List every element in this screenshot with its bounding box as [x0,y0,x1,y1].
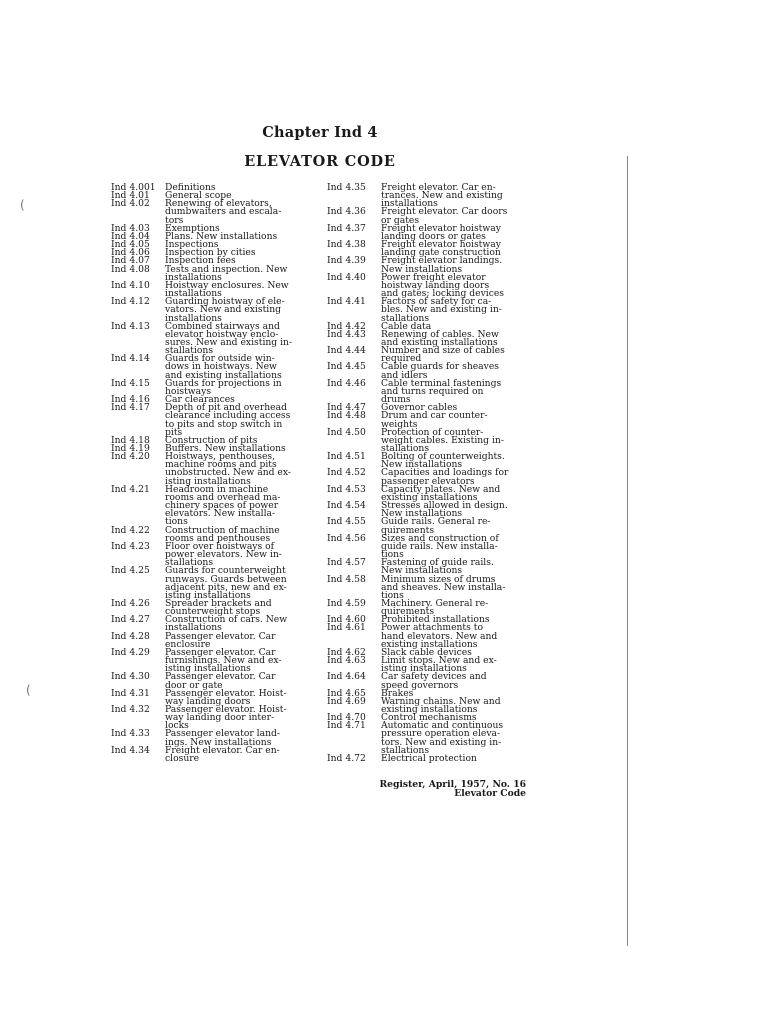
index-entry [327,184,525,208]
index-entry [327,722,525,755]
section-title-line: Guide rails. General re- [381,516,491,528]
section-title-line: tions [165,516,188,528]
section-title [165,744,310,764]
section-title-line: Passenger elevator. Car [165,646,276,658]
section-title-line: Power freight elevator [381,271,486,283]
section-title-line: Renewing of elevators, [165,198,272,210]
section-title-line: Construction of pits [165,434,258,446]
section-title-line: quirements [381,524,435,536]
section-number: Ind 4.64 [327,671,366,683]
index-entry [111,567,310,600]
section-title-line: required [381,353,422,365]
section-number: Ind 4.07 [111,255,150,267]
section-title-line: way landing doors [165,695,251,707]
section-number: Ind 4.61 [327,622,366,634]
section-title-line: weights [381,418,418,430]
section-title-line: tions [381,589,404,601]
index-entry [327,573,525,601]
section-number: Ind 4.38 [327,239,366,251]
section-title-line: guide rails. New installa- [381,540,498,552]
section-number: Ind 4.51 [327,451,366,463]
section-number: Ind 4.02 [111,198,150,210]
section-title [165,483,310,528]
section-title-line: Guards for projections in [165,377,282,389]
section-title-line: installations [165,288,222,300]
section-title-line: drums [381,394,411,406]
section-title-line: Inspection by cities [165,247,256,259]
section-number: Ind 4.20 [111,451,150,463]
section-title-line: Freight elevator hoistway [381,239,501,251]
section-title-line: sures. New and existing in- [165,336,293,348]
section-title-line: Passenger elevator land- [165,728,280,740]
section-title-line: Automatic and continuous [381,720,504,732]
section-title-line: installations [165,271,222,283]
margin-mark: ( [20,198,25,212]
section-title [165,706,310,730]
section-title-line: Cable data [381,320,432,332]
section-title-line: door or gate [165,679,223,691]
section-number: Ind 4.62 [327,646,366,658]
section-title-line: tions [381,549,404,561]
register-line: Register, April, 1957, No. 16 [379,779,526,790]
section-title-line: Tests and inspection. New [165,263,288,275]
section-title-line: and existing installations [381,336,498,348]
section-number: Ind 4.71 [327,720,366,732]
section-title-line: Hoistways, penthouses, [165,451,276,463]
left-index-column [111,184,310,763]
section-number: Ind 4.43 [327,328,366,340]
section-title-line: dows in hoistways. New [165,361,277,373]
section-title-line: Headroom in machine [165,483,269,495]
section-title-line: Cable terminal fastenings [381,377,502,389]
index-entry [111,200,310,224]
section-title [165,646,310,675]
section-number: Ind 4.65 [327,687,366,699]
section-title-line: closure [165,752,200,764]
section-title-line: Hoistway enclosures. New [165,279,289,291]
section-number: Ind 4.40 [327,271,366,283]
index-entry [111,320,310,357]
section-number: Ind 4.33 [111,728,150,740]
chapter-heading: Chapter Ind 4 [262,124,378,141]
section-title-line: elevators. New installa- [165,508,276,520]
section-title-line: trances. New and existing [381,190,503,202]
section-title [165,453,310,486]
section-title-line: Depth of pit and overhead [165,402,287,414]
section-title-line: Number and size of cables [381,345,505,357]
section-title-line: bles. New and existing in- [381,304,502,316]
section-title-line: Electrical protection [381,752,477,764]
section-number: Ind 4.59 [327,597,366,609]
section-title-line: Passenger elevator. Hoist- [165,687,287,699]
section-number: Ind 4.15 [111,377,150,389]
section-title-line: and idlers [381,369,428,381]
page-edge-line [627,156,628,946]
section-number: Ind 4.56 [327,532,366,544]
section-title [165,320,310,357]
index-entry [327,532,525,561]
section-title-line: Limit stops. New and ex- [381,655,497,667]
section-title [165,200,310,224]
index-entry [327,271,525,300]
section-number: Ind 4.57 [327,557,366,569]
section-title-line: Drum and car counter- [381,410,488,422]
section-title-line: Capacities and loadings for [381,467,509,479]
section-number: Ind 4.29 [111,646,150,658]
section-title [165,355,310,379]
section-title-line: hand elevators. New and [381,630,498,642]
section-title-line: speed governors [381,679,459,691]
section-number: Ind 4.58 [327,573,366,585]
section-number: Ind 4.35 [327,182,366,193]
section-title-line: Renewing of cables. New [381,328,499,340]
section-title-line: isting installations [381,663,467,675]
section-number: Ind 4.04 [111,230,150,242]
section-title-line: Freight elevator. Car en- [381,182,496,193]
section-number: Ind 4.50 [327,426,366,438]
index-entry [327,426,525,454]
section-number: Ind 4.13 [111,320,150,332]
index-entry [111,706,310,730]
section-title-line: Slack cable devices [381,646,472,658]
index-entry [111,355,310,379]
section-title-line: Fastening of guide rails. [381,557,494,569]
section-title-line: General scope [165,190,232,202]
section-title-line: Car clearances [165,394,235,406]
section-title-line: passenger elevators [381,475,475,487]
section-title-line: Buffers. New installations [165,443,286,454]
section-title-line: pressure operation eleva- [381,728,501,740]
index-entry [111,646,310,675]
section-number: Ind 4.17 [111,402,150,414]
index-entry [327,298,525,322]
section-title [381,624,525,648]
section-title-line: and existing installations [165,369,282,381]
section-title-line: unobstructed. New and ex- [165,467,291,479]
register-footer [372,780,526,798]
section-title-line: Guards for outside win- [165,353,275,365]
section-title-line: stallations [381,744,430,756]
section-title [165,540,310,569]
section-title-line: Cable guards for sheaves [381,361,500,373]
section-number: Ind 4.70 [327,712,366,724]
section-number: Ind 4.44 [327,345,366,357]
section-title-line: and gates; locking devices [381,288,504,300]
section-title [381,752,525,764]
section-title-line: existing installations [381,491,478,503]
section-title-line: counterweight stops [165,606,261,618]
section-number: Ind 4.48 [327,410,366,422]
index-entry [111,298,310,322]
section-title-line: hoistway landing doors [381,279,490,291]
section-title-line: Plans. New installations [165,230,278,242]
section-title-line: rooms and penthouses [165,532,271,544]
section-number: Ind 4.16 [111,394,150,406]
section-title-line: Combined stairways and [165,320,280,332]
index-entry [111,404,310,437]
section-title-line: Car safety devices and [381,671,487,683]
section-title-line: installations [165,622,222,634]
section-number: Ind 4.14 [111,353,150,365]
index-entry [327,624,525,648]
section-title-line: elevator hoistway enclo- [165,328,279,340]
section-title-line: New installations [381,459,463,471]
section-title [381,377,525,406]
section-title-line: and sheaves. New installa- [381,581,506,593]
margin-mark: ( [26,683,31,697]
section-number: Ind 4.03 [111,222,150,234]
section-title-line: machine rooms and pits [165,459,277,471]
section-title-line: Freight elevator. Car doors [381,206,508,218]
section-number: Ind 4.22 [111,524,150,536]
section-title-line: Minimum sizes of drums [381,573,496,585]
section-title-line: Prohibited installations [381,614,490,626]
section-title-line: landing doors or gates [381,230,486,242]
section-title-line: isting installations [165,475,251,487]
section-title-line: rooms and overhead ma- [165,491,281,503]
section-title [165,404,310,437]
section-title-line: stallations [381,312,430,324]
section-title-line: to pits and stop switch in [165,418,283,430]
section-title-line: or gates [381,214,420,226]
section-title [381,298,525,322]
section-number: Ind 4.60 [327,614,366,626]
section-title-line: Control mechanisms [381,712,477,724]
section-title [381,532,525,561]
section-title [381,271,525,300]
section-title-line: Definitions [165,182,216,193]
section-title-line: Passenger elevator. Car [165,630,276,642]
section-number: Ind 4.42 [327,320,366,332]
section-title-line: stallations [165,345,214,357]
section-title-line: dumbwaiters and escala- [165,206,282,218]
section-number: Ind 4.34 [111,744,150,756]
section-number: Ind 4.41 [327,296,366,308]
code-name-line: Elevator Code [454,788,526,799]
section-title-line: installations [165,312,222,324]
section-title [381,426,525,454]
section-title-line: chinery spaces of power [165,500,279,512]
section-title [381,184,525,208]
section-title-line: furnishings. New and ex- [165,655,282,667]
section-title-line: Protection of counter- [381,426,484,438]
section-title-line: Bolting of counterweights. [381,451,505,463]
index-entry [327,377,525,406]
section-title-line: New installations [381,263,463,275]
section-number: Ind 4.63 [327,655,366,667]
section-title-line: Inspections [165,239,219,251]
section-number: Ind 4.54 [327,500,366,512]
section-number: Ind 4.52 [327,467,366,479]
section-title-line: isting installations [165,663,251,675]
section-number: Ind 4.18 [111,434,150,446]
section-title-line: locks [165,720,189,732]
section-title-line: New installations [381,565,463,577]
section-number: Ind 4.23 [111,540,150,552]
section-title-line: Stresses allowed in design. [381,500,508,512]
section-title-line: power elevators. New in- [165,549,282,561]
code-title: ELEVATOR CODE [244,153,396,170]
section-title-line: tors. New and existing in- [381,736,502,748]
section-title [165,567,310,600]
section-title [381,722,525,755]
section-number: Ind 4.36 [327,206,366,218]
index-entry [111,540,310,569]
section-number: Ind 4.72 [327,752,366,764]
section-title-line: runways. Guards between [165,573,287,585]
section-title-line: existing installations [381,638,478,650]
section-title [165,298,310,322]
section-title-line: hoistways [165,385,212,397]
section-title-line: ings. New installations [165,736,272,748]
section-title-line: isting installations [165,589,251,601]
section-number: Ind 4.30 [111,671,150,683]
section-title-line: stallations [381,443,430,454]
section-title-line: Construction of cars. New [165,614,288,626]
section-title-line: Guards for counterweight [165,565,286,577]
section-title-line: Spreader brackets and [165,597,272,609]
section-title-line: pits [165,426,183,438]
section-title-line: weight cables. Existing in- [381,434,504,446]
section-title-line: Construction of machine [165,524,280,536]
section-number: Ind 4.37 [327,222,366,234]
section-title-line: existing installations [381,704,478,715]
section-title-line: and turns required on [381,385,484,397]
section-number: Ind 4.19 [111,443,150,454]
index-entry [111,453,310,486]
section-title-line: enclosure [165,638,211,650]
section-title-line: Exemptions [165,222,220,234]
section-title-line: Power attachments to [381,622,483,634]
section-title-line: Freight elevator landings. [381,255,503,267]
section-title-line: way landing door inter- [165,712,275,724]
section-title [381,573,525,601]
section-title-line: tors [165,214,184,226]
section-title-line: Floor over hoistways of [165,540,275,552]
section-number: Ind 4.69 [327,695,366,707]
section-title-line: Freight elevator. Car en- [165,744,280,756]
section-title-line: installations [381,198,438,210]
section-title-line: Guarding hoistway of ele- [165,296,285,308]
section-number: Ind 4.45 [327,361,366,373]
section-title-line: stallations [165,557,214,569]
section-number: Ind 4.32 [111,704,150,715]
section-number: Ind 4.001 [111,182,156,193]
section-title-line: clearance including access [165,410,291,422]
section-number: Ind 4.21 [111,483,150,495]
section-title-line: Passenger elevator. Hoist- [165,704,287,715]
right-index-column [327,184,525,763]
section-title-line: Warning chains. New and [381,695,501,707]
section-number: Ind 4.26 [111,597,150,609]
index-entry [111,744,310,764]
section-number: Ind 4.47 [327,402,366,414]
section-number: Ind 4.55 [327,516,366,528]
section-title-line: adjacent pits, new and ex- [165,581,287,593]
section-number: Ind 4.28 [111,630,150,642]
section-title-line: Capacity plates. New and [381,483,501,495]
section-title-line: Passenger elevator. Car [165,671,276,683]
section-number: Ind 4.53 [327,483,366,495]
section-number: Ind 4.08 [111,263,150,275]
section-number: Ind 4.31 [111,687,150,699]
section-number: Ind 4.06 [111,247,150,259]
section-title-line: Machinery. General re- [381,597,489,609]
section-title-line: landing gate construction [381,247,501,259]
index-entry [327,752,525,764]
section-title-line: Governor cables [381,402,458,414]
section-number: Ind 4.01 [111,190,150,202]
section-number: Ind 4.10 [111,279,150,291]
section-title-line: Factors of safety for ca- [381,296,492,308]
index-entry [111,483,310,528]
section-title-line: Inspection fees [165,255,236,267]
section-title-line: New installations [381,508,463,520]
section-number: Ind 4.05 [111,239,150,251]
section-title-line: Sizes and construction of [381,532,499,544]
section-number: Ind 4.12 [111,296,150,308]
section-title-line: quirements [381,606,435,618]
section-title-line: vators. New and existing [165,304,281,316]
section-title-line: Brakes [381,687,414,699]
section-number: Ind 4.27 [111,614,150,626]
section-title-line: Freight elevator hoistway [381,222,501,234]
section-number: Ind 4.25 [111,565,150,577]
section-number: Ind 4.46 [327,377,366,389]
section-number: Ind 4.39 [327,255,366,267]
